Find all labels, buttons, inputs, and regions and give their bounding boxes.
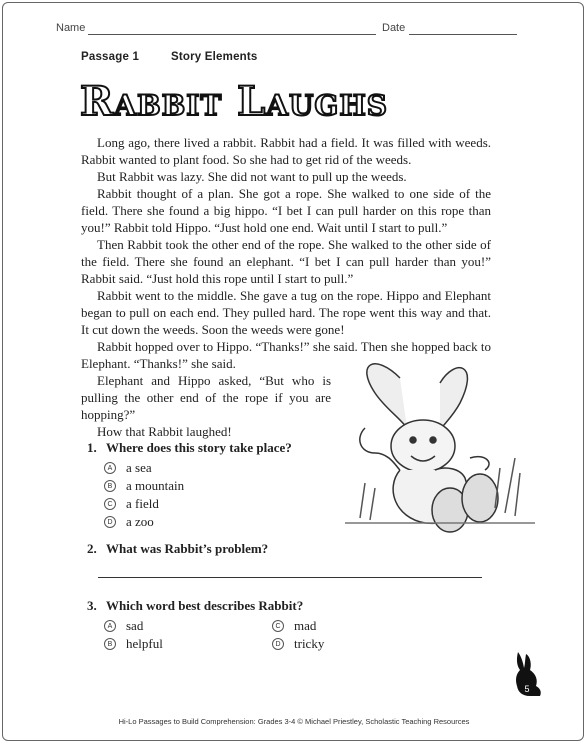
page-number: 5 <box>524 684 530 694</box>
answer-bubble[interactable]: C <box>104 498 116 510</box>
option-text: sad <box>126 618 144 633</box>
option-1d[interactable] <box>104 514 154 530</box>
option-text: mad <box>294 618 317 633</box>
answer-bubble[interactable]: B <box>104 638 116 650</box>
answer-bubble[interactable]: A <box>104 462 116 474</box>
option-text: a mountain <box>126 478 185 493</box>
question-3 <box>87 598 303 614</box>
option-text: a zoo <box>126 514 154 529</box>
question-text: Which word best describes Rabbit? <box>106 598 304 613</box>
question-2 <box>87 541 268 557</box>
question-text: What was Rabbit’s problem? <box>106 541 269 556</box>
rabbit-illustration <box>345 358 535 538</box>
story-paragraph: Rabbit hopped over to Hippo. “Thanks!” she said. Then she hopped back to Elephant. “Thanks!” she said. <box>81 339 491 371</box>
question-1 <box>87 440 292 456</box>
story-title: Rabbit Laughs <box>80 78 389 125</box>
option-1c[interactable] <box>104 496 159 512</box>
story-paragraph: Long ago, there lived a rabbit. Rabbit had a field. It was filled with weeds. Rabbit wanted to plant food. So she had to get rid of the weeds. <box>81 135 491 167</box>
name-label: Name <box>56 22 86 34</box>
option-3a[interactable] <box>104 618 143 634</box>
story-paragraph: But Rabbit was lazy. She did not want to pull up the weeds. <box>97 169 407 184</box>
answer-bubble[interactable]: C <box>272 620 284 632</box>
option-1a[interactable] <box>104 460 152 476</box>
footer-credit: Hi-Lo Passages to Build Comprehension: Grades 3-4 © Michael Priestley, Scholastic Teaching Resources <box>118 717 470 726</box>
story-paragraph: Then Rabbit took the other end of the rope. She walked to the other side of the field. There she found an elephant. “I bet I can pull harder than you!” Rabbit said. “Just hold this rope until I start to pull.” <box>81 237 491 286</box>
option-text: a sea <box>126 460 152 475</box>
passage-topic: Story Elements <box>171 51 258 63</box>
answer-bubble[interactable]: D <box>272 638 284 650</box>
date-label: Date <box>382 22 406 34</box>
passage-label: Passage 1 <box>81 51 140 63</box>
option-3b[interactable] <box>104 636 163 652</box>
question-number: 1. <box>87 440 97 455</box>
answer-line[interactable] <box>98 577 482 578</box>
option-3c[interactable] <box>272 618 316 634</box>
answer-bubble[interactable]: A <box>104 620 116 632</box>
story-paragraph: Rabbit went to the middle. She gave a tug on the rope. Hippo and Elephant began to pull on each end. They pulled hard. The rope went this way and that. It cut down the weeds. Soon the weeds were gone! <box>81 288 491 337</box>
question-number: 2. <box>87 541 97 556</box>
option-3d[interactable] <box>272 636 324 652</box>
answer-bubble[interactable]: B <box>104 480 116 492</box>
question-text: Where does this story take place? <box>106 440 292 455</box>
rabbit-logo-icon <box>508 650 544 702</box>
story-paragraph: Rabbit thought of a plan. She got a rope. She walked to one side of the field. There she found a big hippo. “I bet I can pull harder on this rope than you!” Rabbit told Hippo. “Just hold one end. Wait until I start to pull.” <box>81 186 491 235</box>
date-line <box>409 34 517 35</box>
question-number: 3. <box>87 598 97 613</box>
story-paragraph: How that Rabbit laughed! <box>97 424 232 439</box>
name-line <box>88 34 376 35</box>
story-paragraph: Elephant and Hippo asked, “But who is pulling the other end of the rope if you are hopping?” <box>81 373 331 422</box>
option-text: helpful <box>126 636 163 651</box>
option-text: a field <box>126 496 159 511</box>
option-1b[interactable] <box>104 478 184 494</box>
answer-bubble[interactable]: D <box>104 516 116 528</box>
option-text: tricky <box>294 636 325 651</box>
